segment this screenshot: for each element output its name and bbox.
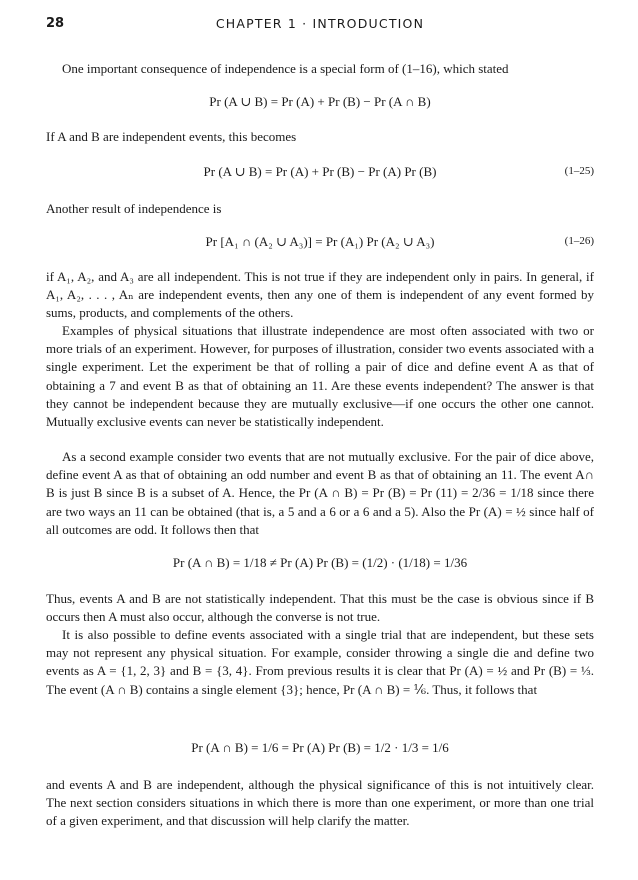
paragraph-1: One important consequence of independence is a special form of (1–16), which stated — [62, 61, 509, 76]
equation-1-25-body: Pr (A ∪ B) = Pr (A) + Pr (B) − Pr (A) Pr (B) — [203, 164, 437, 179]
equation-1-25 — [46, 164, 594, 184]
paragraph-2: If A and B are independent events, this becomes — [46, 129, 297, 144]
equation-union — [46, 94, 594, 114]
paragraph-3: Another result of independence is — [46, 201, 222, 216]
equation-single-die — [46, 740, 594, 760]
equation-dice — [46, 555, 594, 575]
paragraph-6: As a second example consider two events that are not mutually exclusive. For the pair of dice above, define event A as that of obtaining an odd number and event B as that of obtaining an 11. The event A∩ B is just B since B is a subset of A. Hence, the Pr (A ∩ B) = Pr (B) = Pr (11) = 2/36 = 1/18 since there are two ways an 11 can be obtained (that is, a 5 and a 6 or a 6 and a 5). Also the Pr (A) = ½ since half of all outcomes are odd. It follows then that — [46, 449, 594, 537]
paragraph-4: if A₁, A₂, and A₃ are all independent. This is not true if they are independent only in pairs. In general, if A₁, A₂, . . . , Aₙ are independent events, then any one of them is independent of any event formed by sums, products, and complements of the others. — [46, 269, 594, 321]
equation-1-26-body: Pr [A₁ ∩ (A₂ ∪ A₃)] = Pr (A₁) Pr (A₂ ∪ A₃) — [205, 234, 435, 249]
equation-number: (1–25) — [564, 165, 594, 177]
equation-dice-body: Pr (A ∩ B) = 1/18 ≠ Pr (A) Pr (B) = (1/2) · (1/18) = 1/36 — [172, 555, 468, 570]
page-number: 28 — [46, 16, 65, 31]
paragraph-9: and events A and B are independent, although the physical significance of this is not intuitively clear. The next section considers situations in which there is more than one experiment, or more than one trial of a given experiment, and that discussion will help clarify the matter. — [46, 777, 594, 829]
equation-single-die-body: Pr (A ∩ B) = 1/6 = Pr (A) Pr (B) = 1/2 · 1/3 = 1/6 — [191, 740, 449, 755]
equation-union-body: Pr (A ∪ B) = Pr (A) + Pr (B) − Pr (A ∩ B) — [209, 94, 431, 109]
equation-number: (1–26) — [564, 235, 594, 247]
equation-1-26 — [46, 234, 594, 254]
page-header — [46, 16, 594, 34]
paragraph-5: Examples of physical situations that illustrate independence are most often associated with two or more trials of an experiment. However, for purposes of illustration, consider two events associated with a single experiment. Let the experiment be that of rolling a pair of dice and define event A as that of obtaining a 7 and event B as that of obtaining an 11. Are these events independent? The answer is that they cannot be independent because they are mutually exclusive—if one occurs the other one cannot. Mutually exclusive events can never be statistically independent. — [46, 323, 594, 430]
paragraph-8: It is also possible to define events associated with a single trial that are independent, but these sets may not represent any physical situation. For example, consider throwing a single die and define two events as A = {1, 2, 3} and B = {3, 4}. From previous results it is clear that Pr (A) = ½ and Pr (B) = ⅓. The event (A ∩ B) contains a single element {3}; hence, Pr (A ∩ B) = ⅙. Thus, it follows that — [46, 627, 594, 697]
paragraph-7: Thus, events A and B are not statistically independent. That this must be the case is obvious since if B occurs then A must also occur, although the converse is not true. — [46, 591, 594, 625]
running-head: CHAPTER 1 · INTRODUCTION — [215, 16, 425, 31]
